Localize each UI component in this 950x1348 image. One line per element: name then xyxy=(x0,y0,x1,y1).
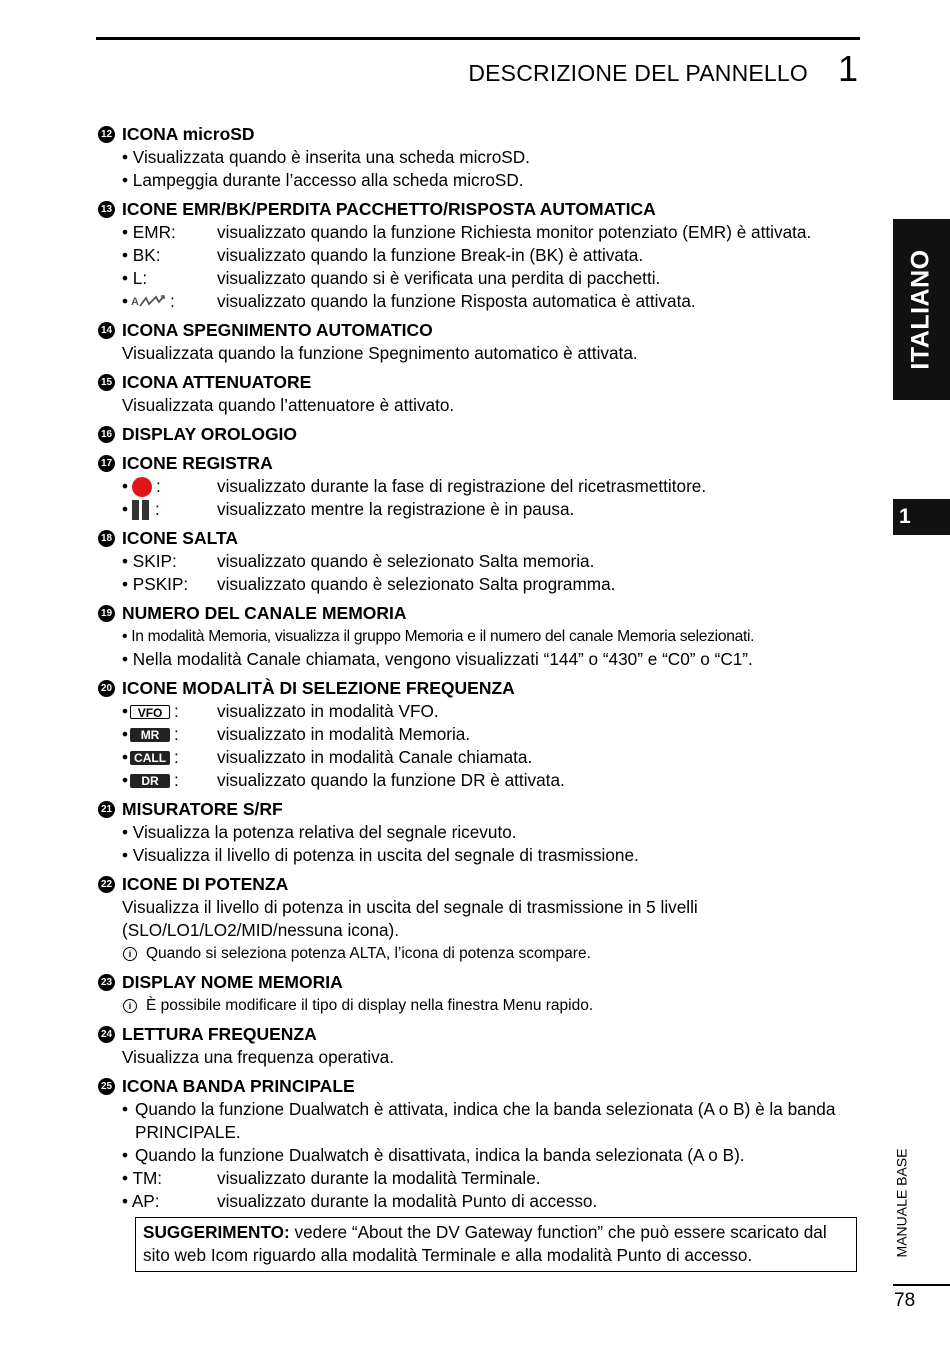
section-text: Visualizza una frequenza operativa. xyxy=(122,1047,394,1067)
definition-term: • EMR: xyxy=(122,222,176,242)
definition-desc: visualizzato quando la funzione Break-in (BK) è attivata. xyxy=(217,245,644,265)
vfo-mode-icon: VFO xyxy=(130,705,170,719)
section-title: DISPLAY OROLOGIO xyxy=(122,424,298,444)
bullet: • xyxy=(122,701,129,721)
section-title: DISPLAY NOME MEMORIA xyxy=(122,972,343,992)
definition-desc: visualizzato mentre la registrazione è in pausa. xyxy=(217,499,575,519)
definition-row xyxy=(122,290,868,313)
definition-row xyxy=(122,475,868,498)
definition-row xyxy=(122,769,868,792)
section-number-badge: 14 xyxy=(98,322,115,339)
info-note xyxy=(122,994,868,1017)
section-text: (SLO/LO1/LO2/MID/nessuna icona). xyxy=(122,920,400,940)
definition-row xyxy=(122,573,868,596)
definition-term xyxy=(122,700,217,723)
bullet-line: • Lampeggia durante l’accesso alla scheda microSD. xyxy=(122,170,524,190)
section-text: Visualizzata quando la funzione Spegnimento automatico è attivata. xyxy=(122,343,638,363)
definition-row xyxy=(122,498,868,521)
definition-term xyxy=(122,498,217,521)
manual-text: MANUALE BASE xyxy=(893,1148,909,1257)
definition-row xyxy=(122,700,868,723)
main-content xyxy=(98,123,868,1278)
definition-term: • BK: xyxy=(122,245,161,265)
section-16 xyxy=(98,423,868,446)
definition-row xyxy=(122,1190,868,1213)
section-title: ICONE MODALITÀ DI SELEZIONE FREQUENZA xyxy=(122,678,515,698)
section-21 xyxy=(98,798,868,867)
section-18 xyxy=(98,527,868,596)
definition-row xyxy=(122,723,868,746)
svg-text:A: A xyxy=(131,295,139,308)
bullet-line: • Visualizzata quando è inserita una scheda microSD. xyxy=(122,147,530,167)
section-number-badge: 15 xyxy=(98,374,115,391)
section-15 xyxy=(98,371,868,417)
section-24 xyxy=(98,1023,868,1069)
section-17 xyxy=(98,452,868,521)
manual-label xyxy=(888,1140,914,1265)
section-text: Visualizza il livello di potenza in uscita del segnale di trasmissione in 5 livelli xyxy=(122,897,698,917)
section-heading xyxy=(98,971,868,994)
definition-row xyxy=(122,221,868,244)
section-number-badge: 12 xyxy=(98,126,115,143)
definition-desc: visualizzato durante la fase di registrazione del ricetrasmettitore. xyxy=(217,476,707,496)
dr-mode-icon: DR xyxy=(130,774,170,788)
definition-term: • TM: xyxy=(122,1168,163,1188)
colon: : xyxy=(156,476,161,496)
bullet-line: • Quando la funzione Dualwatch è disattivata, indica la banda selezionata (A o B). xyxy=(122,1145,745,1165)
section-title: ICONA BANDA PRINCIPALE xyxy=(122,1076,355,1096)
definition-term: • L: xyxy=(122,268,148,288)
info-icon: i xyxy=(123,947,137,961)
call-mode-icon: CALL xyxy=(130,751,170,765)
note-text: È possibile modificare il tipo di display nella finestra Menu rapido. xyxy=(146,997,594,1014)
definition-term xyxy=(122,769,217,792)
colon: : xyxy=(174,701,179,721)
section-title: ICONE EMR/BK/PERDITA PACCHETTO/RISPOSTA AUTOMATICA xyxy=(122,199,656,219)
tip-text: vedere “About the DV Gateway function” che può essere scaricato dal sito web Icom riguardo alla modalità Terminale e alla modalità Punto di accesso. xyxy=(143,1222,827,1265)
bullet: • xyxy=(122,747,129,767)
definition-desc: visualizzato durante la modalità Punto di accesso. xyxy=(217,1191,598,1211)
auto-reply-icon xyxy=(130,294,166,310)
top-rule xyxy=(96,37,860,40)
section-heading xyxy=(98,1075,868,1098)
chapter-number: 1 xyxy=(837,48,858,89)
section-text: Visualizzata quando l’attenuatore è attivato. xyxy=(122,395,455,415)
tip-box xyxy=(135,1217,857,1272)
section-20 xyxy=(98,677,868,792)
language-tab xyxy=(893,219,950,400)
section-number-badge: 24 xyxy=(98,1026,115,1043)
definition-term xyxy=(122,723,217,746)
bullet: • xyxy=(122,291,129,311)
section-heading xyxy=(98,1023,868,1046)
section-heading xyxy=(98,319,868,342)
section-number-badge: 21 xyxy=(98,801,115,818)
definition-desc: visualizzato quando la funzione DR è attivata. xyxy=(217,770,565,790)
bullet: • xyxy=(122,476,129,496)
colon: : xyxy=(174,724,179,744)
section-number-badge: 16 xyxy=(98,426,115,443)
section-25 xyxy=(98,1075,868,1272)
definition-desc: visualizzato in modalità VFO. xyxy=(217,701,439,721)
definition-term: • AP: xyxy=(122,1191,160,1211)
definition-term xyxy=(122,290,217,313)
bullet-line: • Visualizza il livello di potenza in uscita del segnale di trasmissione. xyxy=(122,845,639,865)
section-title: ICONA SPEGNIMENTO AUTOMATICO xyxy=(122,320,433,340)
section-heading xyxy=(98,452,868,475)
page-number-rule xyxy=(893,1284,950,1286)
section-number-badge: 17 xyxy=(98,455,115,472)
page-number: 78 xyxy=(894,1290,916,1311)
bullet-line: • Quando la funzione Dualwatch è attivata, indica che la banda selezionata (A o B) è la banda PRINCIPALE. xyxy=(122,1098,868,1144)
section-number-badge: 19 xyxy=(98,605,115,622)
bullet-line: • In modalità Memoria, visualizza il gruppo Memoria e il numero del canale Memoria selezionati. xyxy=(122,628,755,645)
section-number-badge: 22 xyxy=(98,876,115,893)
definition-term xyxy=(122,746,217,769)
section-22 xyxy=(98,873,868,965)
bullet: • xyxy=(122,724,129,744)
pause-icon xyxy=(132,500,149,520)
section-19 xyxy=(98,602,868,671)
section-title: MISURATORE S/RF xyxy=(122,799,283,819)
mr-mode-icon: MR xyxy=(130,728,170,742)
section-title: NUMERO DEL CANALE MEMORIA xyxy=(122,603,407,623)
colon: : xyxy=(174,747,179,767)
section-number-badge: 25 xyxy=(98,1078,115,1095)
section-number-badge: 13 xyxy=(98,201,115,218)
definition-desc: visualizzato quando si è verificata una perdita di pacchetti. xyxy=(217,268,661,288)
section-title: ICONE REGISTRA xyxy=(122,453,273,473)
definition-desc: visualizzato in modalità Canale chiamata. xyxy=(217,747,533,767)
section-heading xyxy=(98,798,868,821)
definition-row xyxy=(122,267,868,290)
section-13 xyxy=(98,198,868,313)
bullet: • xyxy=(122,770,129,790)
definition-row xyxy=(122,550,868,573)
definition-desc: visualizzato quando la funzione Risposta automatica è attivata. xyxy=(217,291,696,311)
section-number-badge: 18 xyxy=(98,530,115,547)
definition-desc: visualizzato in modalità Memoria. xyxy=(217,724,471,744)
page-header-title: DESCRIZIONE DEL PANNELLO xyxy=(468,60,808,86)
section-title: ICONA microSD xyxy=(122,124,255,144)
section-23 xyxy=(98,971,868,1017)
definition-desc: visualizzato quando è selezionato Salta programma. xyxy=(217,574,616,594)
definition-term: • PSKIP: xyxy=(122,574,189,594)
bullet-line: • Visualizza la potenza relativa del segnale ricevuto. xyxy=(122,822,517,842)
section-title: LETTURA FREQUENZA xyxy=(122,1024,317,1044)
section-heading xyxy=(98,123,868,146)
note-text: Quando si seleziona potenza ALTA, l’icona di potenza scompare. xyxy=(146,945,591,962)
definition-desc: visualizzato durante la modalità Terminale. xyxy=(217,1168,541,1188)
section-heading xyxy=(98,677,868,700)
info-icon: i xyxy=(123,999,137,1013)
chapter-tab: 1 xyxy=(893,499,950,535)
section-heading xyxy=(98,423,868,446)
definition-desc: visualizzato quando è selezionato Salta memoria. xyxy=(217,551,595,571)
bullet-text: Quando la funzione Dualwatch è disattivata, indica la banda selezionata (A o B). xyxy=(135,1145,745,1165)
section-title: ICONA ATTENUATORE xyxy=(122,372,312,392)
bullet: • xyxy=(122,499,129,519)
bullet-line: • Nella modalità Canale chiamata, vengono visualizzati “144” o “430” e “C0” o “C1”. xyxy=(122,649,753,669)
section-heading xyxy=(98,371,868,394)
section-heading xyxy=(98,198,868,221)
tip-label: SUGGERIMENTO: xyxy=(143,1222,290,1242)
definition-row xyxy=(122,244,868,267)
info-note xyxy=(122,942,868,965)
colon: : xyxy=(155,499,160,519)
section-title: ICONE DI POTENZA xyxy=(122,874,289,894)
section-number-badge: 23 xyxy=(98,974,115,991)
record-icon xyxy=(132,477,152,497)
definition-row xyxy=(122,746,868,769)
colon: : xyxy=(174,770,179,790)
section-heading xyxy=(98,602,868,625)
section-12 xyxy=(98,123,868,192)
section-heading xyxy=(98,873,868,896)
bullet-text: Quando la funzione Dualwatch è attivata, indica che la banda selezionata (A o B) è la banda PRINCIPALE. xyxy=(135,1099,836,1142)
section-14 xyxy=(98,319,868,365)
definition-desc: visualizzato quando la funzione Richiesta monitor potenziato (EMR) è attivata. xyxy=(217,222,812,242)
section-heading xyxy=(98,527,868,550)
colon: : xyxy=(170,291,175,311)
definition-term: • SKIP: xyxy=(122,551,177,571)
language-label: ITALIANO xyxy=(907,249,935,370)
definition-term xyxy=(122,475,217,498)
section-number-badge: 20 xyxy=(98,680,115,697)
section-title: ICONE SALTA xyxy=(122,528,239,548)
definition-row xyxy=(122,1167,868,1190)
